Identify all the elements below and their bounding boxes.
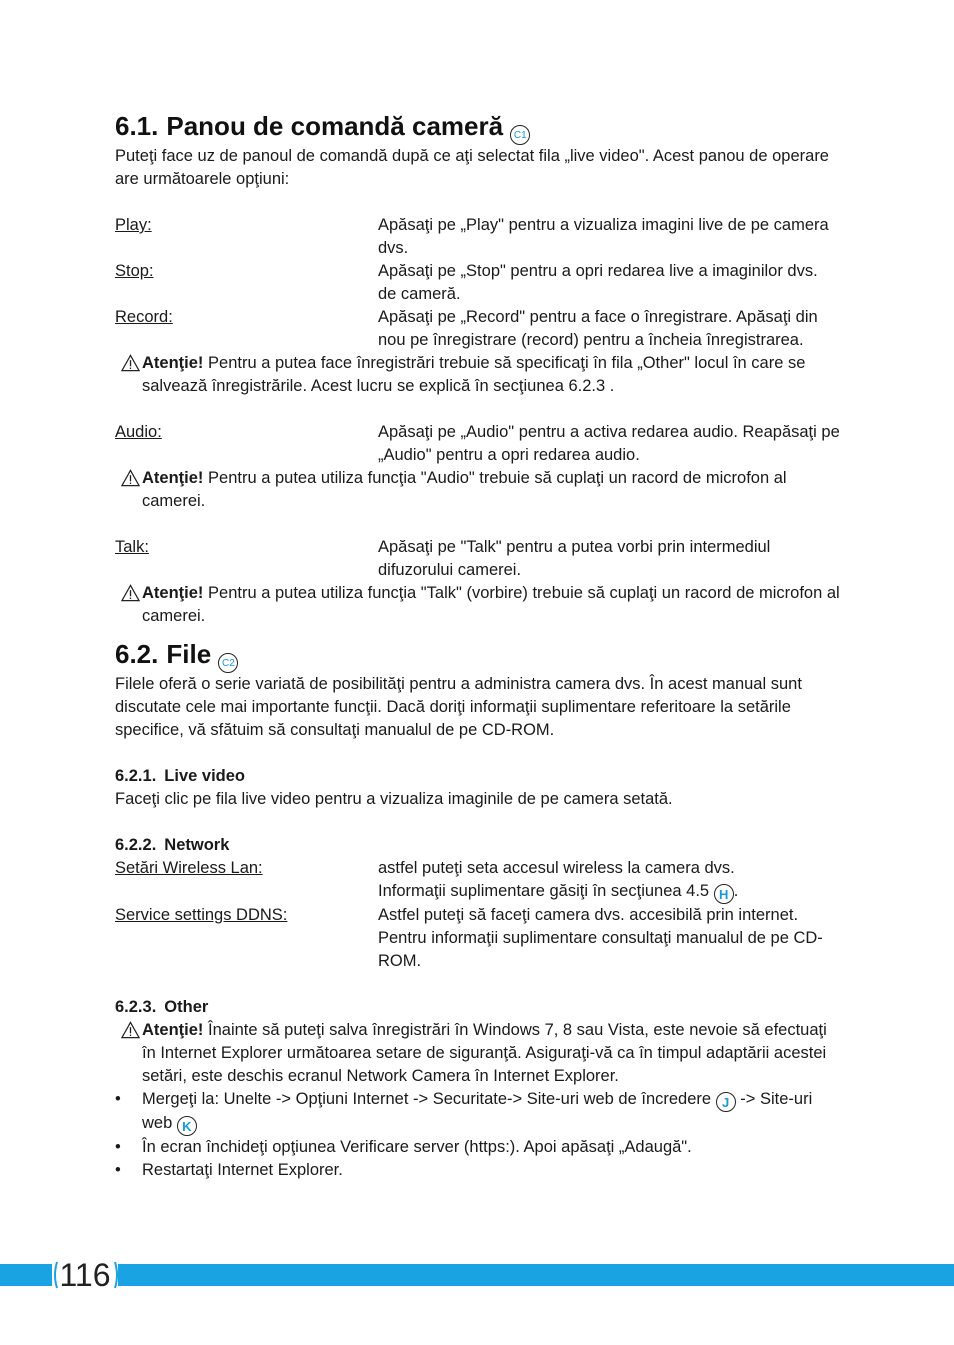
warning-label: Atenţie! <box>142 1021 204 1039</box>
option-description: Apăsaţi pe „Record" pentru a face o înregistrare. Apăsaţi din nou pe înregistrare (record) pentru a încheia înregistrarea. <box>378 308 818 349</box>
option-label: Play: <box>115 216 152 234</box>
option-text-line: Informaţii suplimentare găsiţi în secţiunea 4.5 <box>378 882 710 900</box>
list-item-text: -> Site-uri web <box>142 1090 813 1132</box>
warning-text: Pentru a putea face înregistrări trebuie să specificaţi în fila „Other" locul în care se salvează înregistrările. Acest lucru se explică în secţiunea 6.2.3 . <box>142 354 806 395</box>
option-label: Service settings DDNS: <box>115 906 288 924</box>
section-6-2-1-text: Faceţi clic pe fila live video pentru a vizualiza imaginile de pe camera setată. <box>115 790 673 808</box>
option-description: Apăsaţi pe "Talk" pentru a putea vorbi prin intermediul difuzorului camerei. <box>378 538 771 579</box>
warning-note <box>115 582 840 628</box>
warning-icon <box>121 1021 140 1039</box>
warning-note <box>115 352 840 398</box>
section-6-2-3-heading <box>115 996 840 1019</box>
section-title: Other <box>164 998 209 1016</box>
list-item: • În ecran închideţi opţiunea Verificare server (https:). Apoi apăsaţi „Adaugă". <box>115 1136 840 1159</box>
section-number: 6.2.3. <box>115 998 157 1016</box>
callout-badge-h: H <box>714 884 734 904</box>
list-item <box>115 1088 840 1136</box>
section-number: 6.2.1. <box>115 767 157 785</box>
option-description: Apăsaţi pe „Audio" pentru a activa redarea audio. Reapăsaţi pe „Audio" pentru a opri redarea audio. <box>378 423 840 464</box>
warning-label: Atenţie! <box>142 469 204 487</box>
option-wireless-lan <box>115 857 840 904</box>
option-description: Apăsaţi pe „Stop" pentru a opri redarea live a imaginilor dvs. de cameră. <box>378 262 818 303</box>
section-number: 6.2.2. <box>115 836 157 854</box>
section-title: File <box>166 639 212 669</box>
section-title: Live video <box>164 767 245 785</box>
callout-badge-k: K <box>177 1116 197 1136</box>
option-description: Astfel puteţi să faceţi camera dvs. accesibilă prin internet. Pentru informaţii suplimentare consultaţi manualul de pe CD-ROM. <box>378 906 823 970</box>
option-label: Talk: <box>115 538 149 556</box>
section-6-1-heading <box>115 108 840 145</box>
bracket-left <box>52 1258 56 1292</box>
option-talk <box>115 536 840 582</box>
warning-note <box>115 1019 840 1088</box>
option-record <box>115 306 840 352</box>
list-item-text: Mergeţi la: Unelte -> Opţiuni Internet -> Securitate-> Site-uri web de încredere <box>142 1090 712 1108</box>
section-6-2-2-heading <box>115 834 840 857</box>
warning-text: Pentru a putea utiliza funcţia "Talk" (vorbire) trebuie să cuplaţi un racord de microfon al camerei. <box>142 584 840 625</box>
warning-text: Înainte să puteţi salva înregistrări în Windows 7, 8 sau Vista, este nevoie să efectuaţi în Internet Explorer următoarea setare de siguranţă. Asiguraţi-vă ca în timpul adaptării acestei setări, este deschis ecranul Network Camera în Internet Explorer. <box>142 1021 827 1085</box>
section-number: 6.1. <box>115 111 159 141</box>
option-label: Record: <box>115 308 173 326</box>
section-title: Network <box>164 836 230 854</box>
warning-icon <box>121 469 140 487</box>
option-ddns <box>115 904 840 973</box>
page-number-text: 116 <box>59 1257 111 1293</box>
option-play <box>115 214 840 260</box>
document-page <box>115 108 840 1182</box>
warning-icon <box>121 354 140 372</box>
callout-badge-c2: C2 <box>218 653 238 673</box>
page-number <box>52 1258 118 1292</box>
option-label: Stop: <box>115 262 154 280</box>
steps-list <box>115 1088 840 1182</box>
warning-label: Atenţie! <box>142 584 204 602</box>
list-item: • Restartaţi Internet Explorer. <box>115 1159 840 1182</box>
section-6-2-heading <box>115 636 840 673</box>
warning-icon <box>121 584 140 602</box>
section-number: 6.2. <box>115 639 159 669</box>
section-title: Panou de comandă cameră <box>166 111 504 141</box>
warning-text: Pentru a putea utiliza funcţia "Audio" trebuie să cuplaţi un racord de microfon al camerei. <box>142 469 787 510</box>
punctuation: . <box>733 882 739 900</box>
option-text-line: astfel puteţi seta accesul wireless la camera dvs. <box>378 859 735 877</box>
option-stop <box>115 260 840 306</box>
callout-badge-c1: C1 <box>510 125 530 145</box>
bracket-right <box>114 1258 118 1292</box>
option-description <box>378 857 840 904</box>
section-6-2-1-heading <box>115 765 840 788</box>
option-label: Setări Wireless Lan: <box>115 859 263 877</box>
option-audio <box>115 421 840 467</box>
callout-badge-j: J <box>716 1092 736 1112</box>
warning-label: Atenţie! <box>142 354 204 372</box>
option-description: Apăsaţi pe „Play" pentru a vizualiza imagini live de pe camera dvs. <box>378 216 829 257</box>
option-label: Audio: <box>115 423 162 441</box>
footer-accent-bar <box>0 1264 954 1286</box>
section-6-2-intro: Filele oferă o serie variată de posibilităţi pentru a administra camera dvs. În acest manual sunt discutate cele mai importante funcţii. Dacă doriţi informaţii suplimentare referitoare la setările specifice, vă sfătuim să consultaţi manualul de pe CD-ROM. <box>115 675 802 739</box>
section-6-1-intro: Puteţi face uz de panoul de comandă după ce aţi selectat fila „live video". Acest panou de operare are următoarele opţiuni: <box>115 147 829 188</box>
warning-note <box>115 467 840 513</box>
